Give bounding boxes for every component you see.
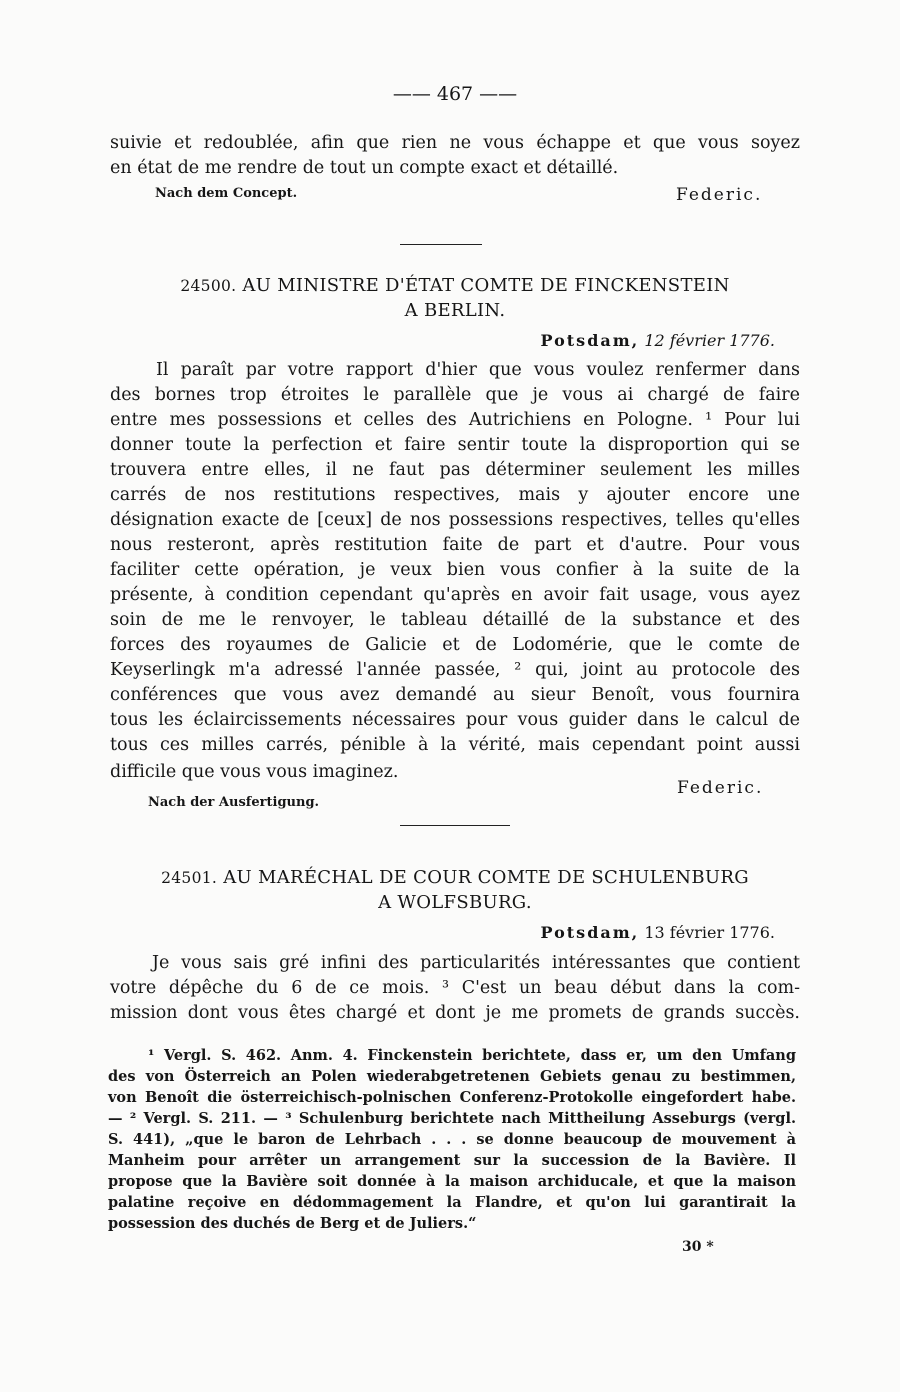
- page-number-dash-left: ——: [392, 83, 437, 105]
- letter-24501-addressee: AU MARÉCHAL DE COUR COMTE DE SCHULENBURG: [223, 867, 749, 888]
- letter-24500-signature: Federic.: [677, 778, 764, 798]
- footnote-line-4: — ² Vergl. S. 211. — ³ Schulenburg berichtete nach Mittheilung Asseburgs (vergl.: [108, 1110, 796, 1127]
- letter-24500-line-7: désignation exacte de [ceux] de nos possessions respectives, telles qu'elles: [110, 510, 800, 530]
- letter-24501-date: 13 février 1776.: [644, 923, 775, 942]
- letter-24501-number: 24501.: [161, 869, 218, 887]
- footnote-line-3: von Benoît die österreichisch-polnischen Conferenz-Protokolle eingefordert habe.: [108, 1089, 796, 1106]
- letter-24501-dateline: [420, 923, 775, 942]
- continuation-line-2: en état de me rendre de tout un compte exact et détaillé.: [110, 158, 619, 178]
- letter-24500-line-11: soin de me le renvoyer, le tableau détaillé de la substance et des: [110, 610, 800, 630]
- letter-24500-line-1: Il paraît par votre rapport d'hier que vous voulez renfermer dans: [156, 360, 800, 380]
- letter-24500-line-12: forces des royaumes de Galicie et de Lodomérie, que le comte de: [110, 635, 800, 655]
- footnote-line-5: S. 441), „que le baron de Lehrbach . . . se donne beaucoup de mouvement à: [108, 1131, 796, 1148]
- letter-24500-line-6: carrés de nos restitutions respectives, mais y ajouter encore une: [110, 485, 800, 505]
- letter-24500-line-8: nous resteront, après restitution faite de part et d'autre. Pour vous: [110, 535, 800, 555]
- letter-24501-line-2: votre dépêche du 6 de ce mois. ³ C'est un beau début dans la com-: [110, 978, 800, 998]
- letter-24500-destination: A BERLIN.: [404, 300, 506, 321]
- letter-24500-place: Potsdam,: [540, 331, 640, 350]
- letter-24500-line-5: trouvera entre elles, il ne faut pas déterminer seulement les milles: [110, 460, 800, 480]
- page-number-dash-right: ——: [473, 83, 518, 105]
- footnote-line-1: ¹ Vergl. S. 462. Anm. 4. Finckenstein berichtete, dass er, um den Umfang: [148, 1047, 796, 1064]
- letter-24501-place: Potsdam,: [540, 923, 640, 942]
- separator-rule: [400, 244, 482, 245]
- footnote-line-9: possession des duchés de Berg et de Juliers.“: [108, 1215, 477, 1232]
- letter-24501-line-1: Je vous sais gré infini des particularités intéressantes que contient: [152, 953, 800, 973]
- letter-24500-line-14: conférences que vous avez demandé au sieur Benoît, vous fournira: [110, 685, 800, 705]
- letter-24501-line-3: mission dont vous êtes chargé et dont je me promets de grands succès.: [110, 1003, 800, 1023]
- footnote-line-8: palatine reçoive en dédommagement la Flandre, et qu'on lui garantirait la: [108, 1194, 796, 1211]
- footnote-line-2: des von Österreich an Polen wiederabgetretenen Gebiets genau zu bestimmen,: [108, 1068, 796, 1085]
- letter-24500-source: Nach der Ausfertigung.: [148, 795, 320, 810]
- letter-24500-line-16: tous ces milles carrés, pénible à la vérité, mais cependant point aussi: [110, 735, 800, 755]
- letter-24500-dateline: [420, 331, 775, 350]
- separator-rule-2: [400, 825, 510, 826]
- letter-24500-line-15: tous les éclaircissements nécessaires pour vous guider dans le calcul de: [110, 710, 800, 730]
- letter-24500-line-4: donner toute la perfection et faire sentir toute la disproportion qui se: [110, 435, 800, 455]
- letter-24500-line-2: des bornes trop étroites le parallèle que je vous ai chargé de faire: [110, 385, 800, 405]
- letter-24500-line-17: difficile que vous vous imaginez.: [110, 762, 399, 782]
- page-number-header: [370, 83, 540, 105]
- footnote-line-6: Manheim pour arrêter un arrangement sur la succession de la Bavière. Il: [108, 1152, 796, 1169]
- letter-24500-number: 24500.: [180, 277, 237, 295]
- letter-24500-line-10: présente, à condition cependant qu'après en avoir fait usage, vous ayez: [110, 585, 800, 605]
- letter-24500-addressee: AU MINISTRE D'ÉTAT COMTE DE FINCKENSTEIN: [242, 275, 730, 296]
- continuation-line-1: suivie et redoublée, afin que rien ne vous échappe et que vous soyez: [110, 133, 800, 153]
- letter-24500-line-3: entre mes possessions et celles des Autrichiens en Pologne. ¹ Pour lui: [110, 410, 800, 430]
- continuation-source: Nach dem Concept.: [155, 186, 298, 201]
- letter-24500-line-9: faciliter cette opération, je veux bien vous confier à la suite de la: [110, 560, 800, 580]
- letter-24501-heading: [110, 867, 800, 888]
- letter-24500-line-13: Keyserlingk m'a adressé l'année passée, ² qui, joint au protocole des: [110, 660, 800, 680]
- letter-24500-date: 12 février 1776.: [644, 331, 775, 350]
- continuation-signature: Federic.: [676, 185, 763, 205]
- letter-24500-heading: [110, 275, 800, 296]
- signature-mark: 30 *: [682, 1239, 714, 1255]
- page-number: 467: [436, 83, 474, 105]
- footnote-line-7: propose que la Bavière soit donnée à la maison archiducale, et que la maison: [108, 1173, 796, 1190]
- letter-24501-destination: A WOLFSBURG.: [378, 892, 532, 913]
